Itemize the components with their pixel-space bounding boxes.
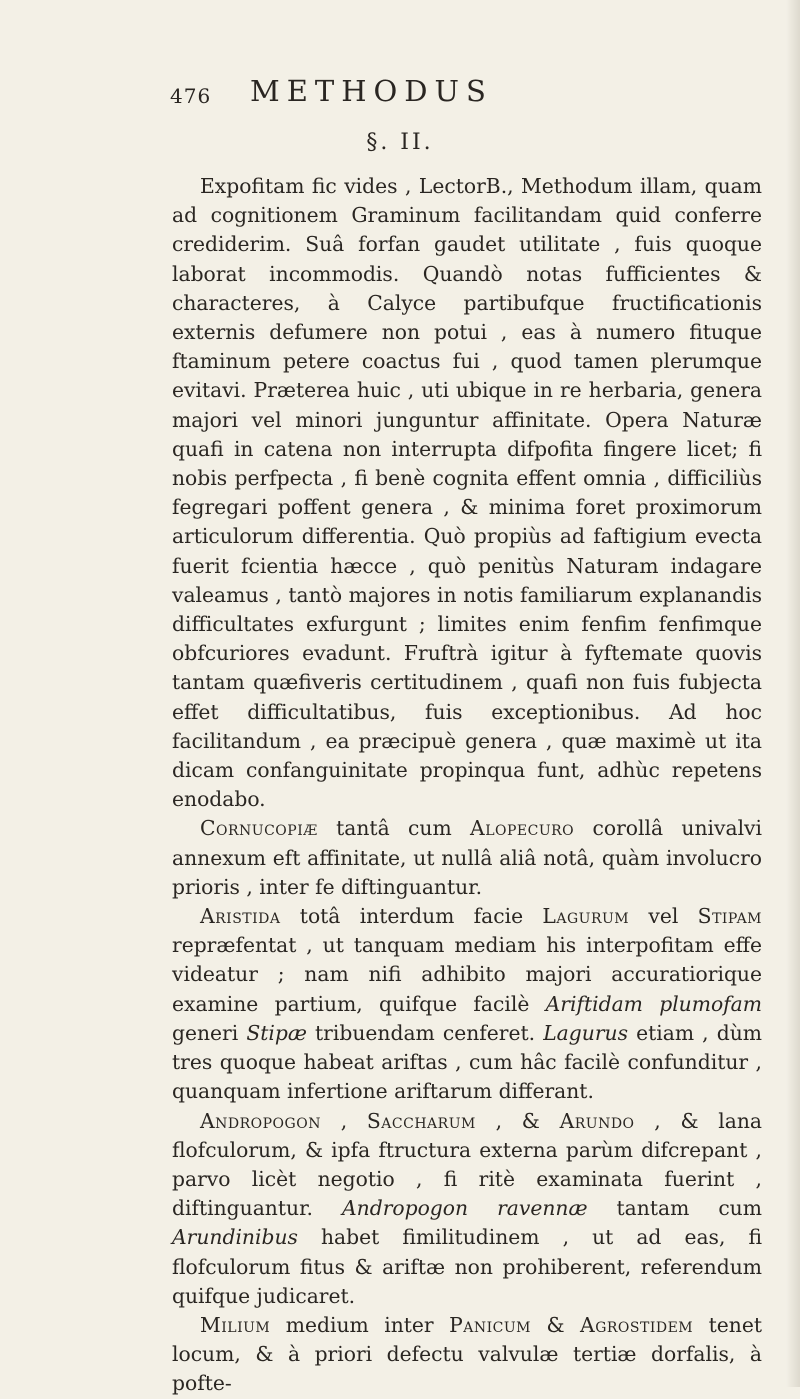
genus-saccharum: Saccharum xyxy=(366,1108,476,1133)
paragraph-text: generi xyxy=(172,1020,247,1045)
paragraph-text: , xyxy=(320,1108,367,1133)
body-text xyxy=(172,172,762,1399)
genus-aristida: Aristida xyxy=(200,904,281,929)
paragraph-text: tenet locum, & à priori defectu valvulæ tertiæ dorfalis, à pofte- xyxy=(172,1312,762,1396)
section-heading: §. II. xyxy=(366,130,434,155)
paragraph-text: medium inter xyxy=(270,1312,450,1337)
paragraph-2 xyxy=(172,814,762,902)
genus-arundinibus: Arundinibus xyxy=(172,1225,298,1250)
page-edge-shadow xyxy=(786,0,800,1387)
paragraph-text: etiam , dùm tres quoque habeat ariftas , cum hâc facilè confunditur , quanquam infertione ariftarum differant. xyxy=(172,1020,762,1104)
genus-agrostidem: Agrostidem xyxy=(580,1312,694,1337)
genus-panicum: Panicum xyxy=(449,1312,532,1337)
paragraph-text: corollâ univalvi annexum eft affinitate, ut nullâ aliâ notâ, quàm involucro prioris , inter fe diftinguantur. xyxy=(172,816,762,899)
species-aristida-plumosa: Ariftidam plumofam xyxy=(545,991,763,1016)
paragraph-text: tantam cum xyxy=(587,1196,762,1221)
paragraph-text: totâ interdum facie xyxy=(280,904,543,929)
genus-arundo: Arundo xyxy=(559,1108,635,1133)
paragraph-text: , & lana flofculorum, & ipfa ftructura externa parùm difcrepant , parvo licèt negotio , fi ritè examinata fuerint , diftinguantur. xyxy=(172,1108,763,1221)
genus-andropogon: Andropogon xyxy=(200,1108,321,1133)
genus-alopecuro: Alopecuro xyxy=(470,816,575,841)
page-header xyxy=(0,72,800,112)
paragraph-text: habet fimilitudinem , ut ad eas, fi flofculorum fitus & ariftæ non prohiberent, referendum quifque judicaret. xyxy=(172,1225,762,1308)
paragraph-text: , & xyxy=(475,1108,560,1133)
genus-milium: Milium xyxy=(200,1312,271,1337)
genus-lagurus: Lagurus xyxy=(543,1020,628,1045)
genus-stipae: Stipæ xyxy=(246,1020,307,1045)
genus-stipam: Stipam xyxy=(697,904,763,929)
species-andropogon-ravennae: Andropogon ravennæ xyxy=(342,1196,588,1221)
paragraph-text: tribuendam cenferet. xyxy=(306,1020,544,1045)
paragraph-text: vel xyxy=(629,904,698,929)
paragraph-text: & xyxy=(531,1312,581,1337)
paragraph-5 xyxy=(172,1311,762,1399)
paragraph-text: repræfentat , ut tanquam mediam his interpofitam effe videatur ; nam nifi adhibito majori accuratiorique examine partium, quifque facilè xyxy=(172,933,762,1016)
paragraph-1: Expofitam fic vides , LectorB., Methodum illam, quam ad cognitionem Graminum facilitandam quid conferre crediderim. Suâ forfan gaudet utilitate , fuis quoque laborat incommodis. Quandò notas fufficientes & characteres, à Calyce partibufque fructificationis externis defumere non potui , eas à numero fituque ftaminum petere coactus fui , quod tamen plerumque evitavi. Præterea huic , uti ubique in re herbaria, genera majori vel minori junguntur affinitate. Opera Naturæ quafi in catena non interrupta difpofita fingere licet; fi nobis perfpecta , fi benè cognita effent omnia , difficiliùs fegregari poffent genera , & minima foret proximorum articulorum differentia. Quò propiùs ad faftigium evecta fuerit fcientia hæcce , quò penitùs Naturam indagare valeamus , tantò majores in notis familiarum explanandis difficultates exfurgunt ; limites enim fenfim fenfimque obfcuriores evadunt. Fruftrà igitur à fyftemate quovis tantam quæfiveris certitudinem , quafi non fuis fubjecta effet difficultatibus, fuis exceptionibus. Ad hoc facilitandum , ea præcipuè genera , quæ maximè ut ita dicam confanguinitate propinqua funt, adhùc repetens enodabo. xyxy=(172,174,762,812)
running-head: METHODUS xyxy=(250,74,493,108)
page-number: 476 xyxy=(170,84,212,108)
paragraph-3 xyxy=(172,902,762,1106)
genus-lagurum: Lagurum xyxy=(542,904,630,929)
paragraph-text: tantâ cum xyxy=(317,816,471,841)
genus-cornucopiae: Cornucopiæ xyxy=(200,816,318,841)
paragraph-4 xyxy=(172,1107,762,1311)
